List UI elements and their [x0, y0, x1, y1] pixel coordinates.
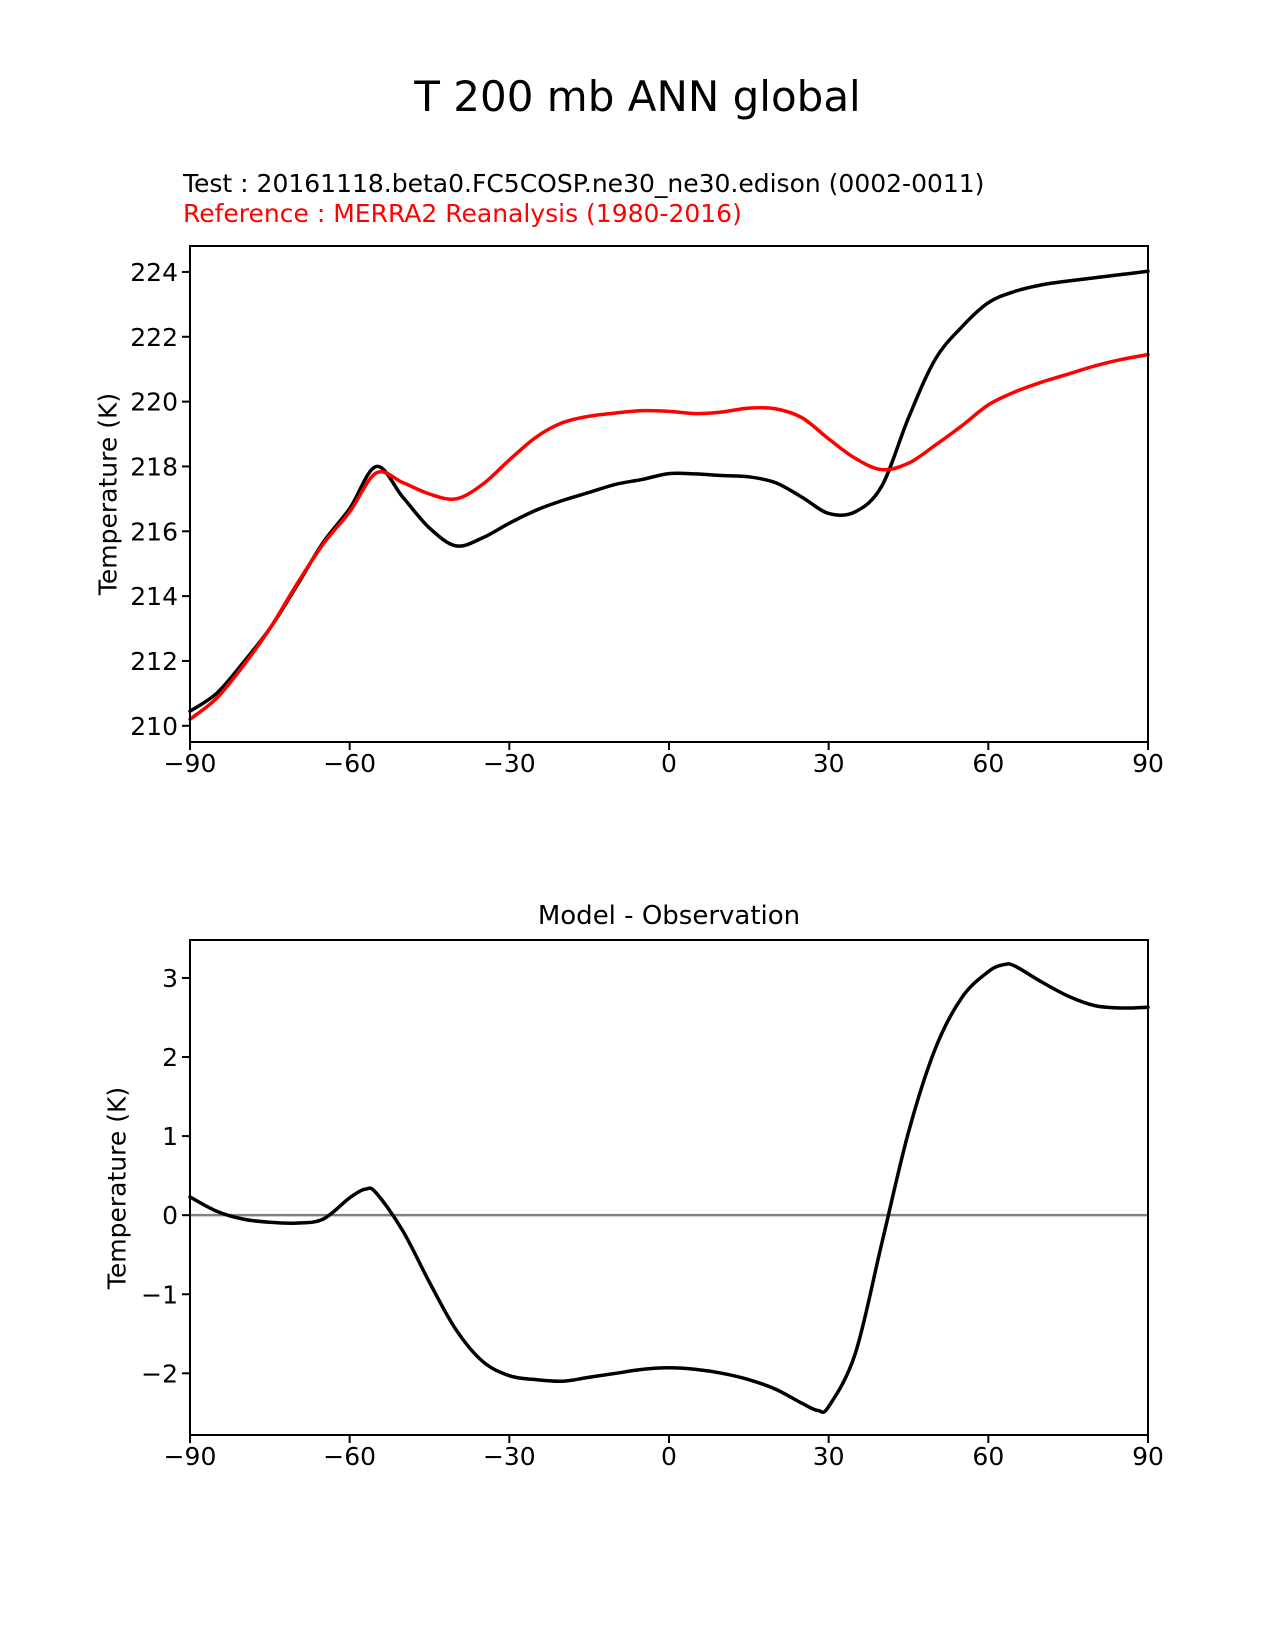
x-tick-label: 90	[1132, 749, 1164, 778]
top-plot-y-axis-label: Temperature (K)	[93, 392, 123, 596]
reference-run-label: Reference : MERRA2 Reanalysis (1980-2016)	[183, 199, 742, 228]
x-tick-label: −90	[163, 1442, 217, 1471]
x-tick-label: −90	[163, 749, 217, 778]
y-tick-label: 220	[130, 387, 178, 417]
y-tick-label: 3	[162, 963, 178, 993]
figure-title: T 200 mb ANN global	[414, 72, 861, 121]
axes-frame	[190, 940, 1148, 1435]
x-tick-label: 0	[661, 749, 677, 778]
test-run-label: Test : 20161118.beta0.FC5COSP.ne30_ne30.edison (0002-0011)	[183, 169, 985, 198]
y-tick-label: 2	[162, 1043, 178, 1073]
y-tick-label: 0	[162, 1201, 178, 1231]
x-tick-label: 90	[1132, 1442, 1164, 1471]
x-tick-label: 0	[661, 1442, 677, 1471]
x-tick-label: −60	[323, 749, 377, 778]
y-tick-label: 218	[130, 452, 178, 482]
y-tick-label: 210	[130, 711, 178, 741]
y-tick-label: 224	[130, 257, 178, 287]
y-tick-label: 212	[130, 646, 178, 676]
x-tick-label: −30	[482, 1442, 536, 1471]
x-tick-label: 30	[812, 1442, 845, 1471]
bottom-plot-y-axis-label: Temperature (K)	[102, 1086, 132, 1290]
test-curve	[190, 271, 1148, 711]
x-tick-label: 60	[972, 1442, 1005, 1471]
reference-curve	[190, 355, 1148, 720]
x-tick-label: 60	[972, 749, 1005, 778]
difference-curve	[190, 964, 1148, 1412]
y-tick-label: 214	[130, 582, 178, 612]
x-tick-label: −30	[482, 749, 536, 778]
y-tick-label: 222	[130, 322, 178, 352]
bottom-plot-title: Model - Observation	[537, 901, 801, 931]
y-tick-label: 216	[130, 517, 178, 547]
axes-frame	[190, 246, 1148, 742]
y-tick-label: −1	[141, 1280, 178, 1310]
y-tick-label: −2	[141, 1359, 178, 1389]
y-tick-label: 1	[162, 1122, 178, 1152]
x-tick-label: 30	[812, 749, 845, 778]
x-tick-label: −60	[323, 1442, 377, 1471]
